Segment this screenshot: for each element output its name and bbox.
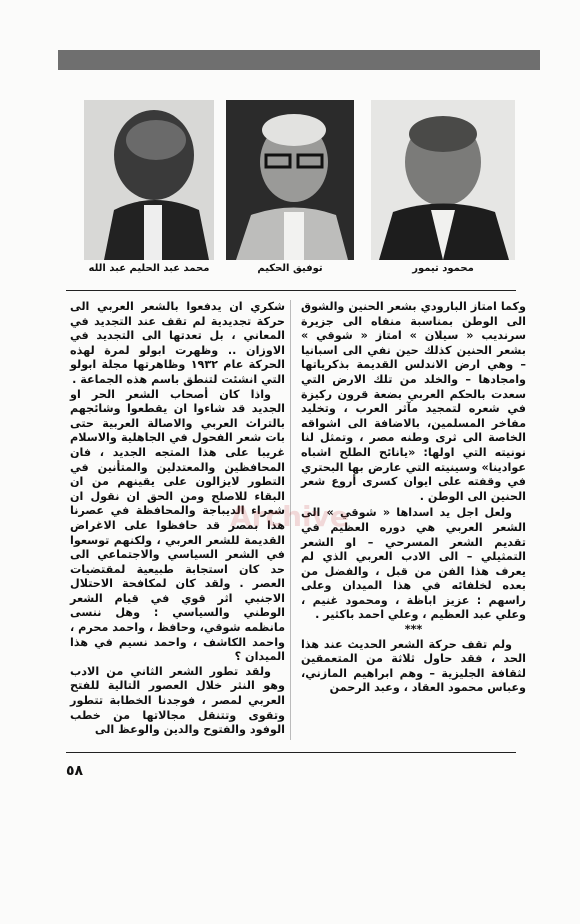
bottom-rule: [66, 752, 516, 753]
right-column: [301, 300, 526, 696]
top-header-bar: [58, 50, 540, 70]
paragraph: وكما امتاز البارودي بشعر الحنين والشوق الى الوطن بمناسبة منفاه الى جزيرة سرنديب « سيلان » امتاز « شوقي » بشعر الحنين كذلك حين نفي الى اسبانيا – وهي ارض الاندلس القديمة بذكرياتها وامجادها – والخلد من تلك الارض التي سعدت بالحكم العربي بضعة قرون ركيزة في شعره لتمجيد مآثر العرب ، وتخليد مفاخر المسلمين، بالاضافة الى اشواقه الخاصة الى ثرى وطنه مصر ، وتمثل لنا نونيته التي اولها: «يانائح الطلح اشباه عوادينا» وسينيته التي عارض بها البحتري في وقفته على ايوان كسرى أروع شعر الحنين الى الوطن .: [301, 300, 526, 503]
paragraph: ولم تقف حركة الشعر الحديث عند هذا الحد ، فقد حاول ثلاثة من المتعمقين لثقافة الجليزية – وهم ابراهيم المازني، وعباس محمود العقاد ، وعبد الرحمن: [301, 637, 526, 695]
paragraph: واذا كان أصحاب الشعر الحر او الجديد قد شاءوا ان يقطعوا وشائجهم بالتراث العربي والاصالة العربية حتى بات شعر الفحول في الجاهلية والاسلام غريبا على هذا المتجه الجديد ، فان المحافظين والمعتدلين والمتأنين في التطور لايزالون على يقينهم من ان البقاء للاصلح ومن الحق ان نقول ان شعراء الديباجة والمحافظة في عصرنا هذا بمصر قد حافظوا على الاغراض القديمة للشعر العربي ، ولكنهم توسعوا في الشعر السياسي والاجتماعي الى حد كان استجابة طبيعية لمقتضيات العصر . ولقد كان لمكافحة الاحتلال الاجنبي اثر قوي في قيام الشعر الوطني والسياسي : وهل ننسى مانظمه شوقي، وحافظ ، واحمد محرم ، واحمد الكاشف ، واحمد نسيم في هذا الميدان ؟: [70, 387, 285, 664]
caption-left: محمد عبد الحليم عبد الله: [88, 263, 210, 274]
photo-tawfiq-al-hakim: [226, 100, 354, 260]
page-number: ٥٨: [66, 763, 84, 779]
paragraph: شكري ان يدفعوا بالشعر العربي الى حركة تجديدية لم تقف عند التجديد في المعاني ، بل تعدتها الى التجديد في الاوزان .. وظهرت ابولو لمرة لهذه الحركة عام ١٩٣٢ وظاهرتها مجلة ابولو التي انشئت لتنطق باسم هذه الجماعة .: [70, 300, 285, 386]
caption-middle: توفيق الحكيم: [257, 263, 323, 274]
paragraph: ولعل اجل يد اسداها « شوقي » الى الشعر العربي هي دوره العظيم في تقديم الشعر المسرحي – او الشعر التمثيلي – الى الادب العربي الذي لم يعرف هذا الفن من قبل ، والفضل من بعده لخلفائه في هذا الميدان وعلى راسهم : عزيز اباظة ، ومحمود غنيم ، وعلي عبد العظيم ، وعلي احمد باكثير .: [301, 506, 526, 622]
top-rule: [66, 290, 516, 291]
caption-right: محمود تيمور: [412, 263, 474, 274]
photo-mahmoud-taymour: [371, 100, 515, 260]
section-divider: ***: [404, 623, 423, 637]
watermark: Archive: [230, 500, 349, 533]
photo-mohamed-abdel-halim: [84, 100, 214, 260]
paragraph: ولقد تطور الشعر الثاني من الادب وهو النثر خلال العصور التالية للفتح العربي لمصر ، فوجدنا الخطابة تتطور وتقوى وتتنقل مجالاتها من خطب الوفود والفتوح والدين والوعظ الى: [70, 664, 285, 737]
